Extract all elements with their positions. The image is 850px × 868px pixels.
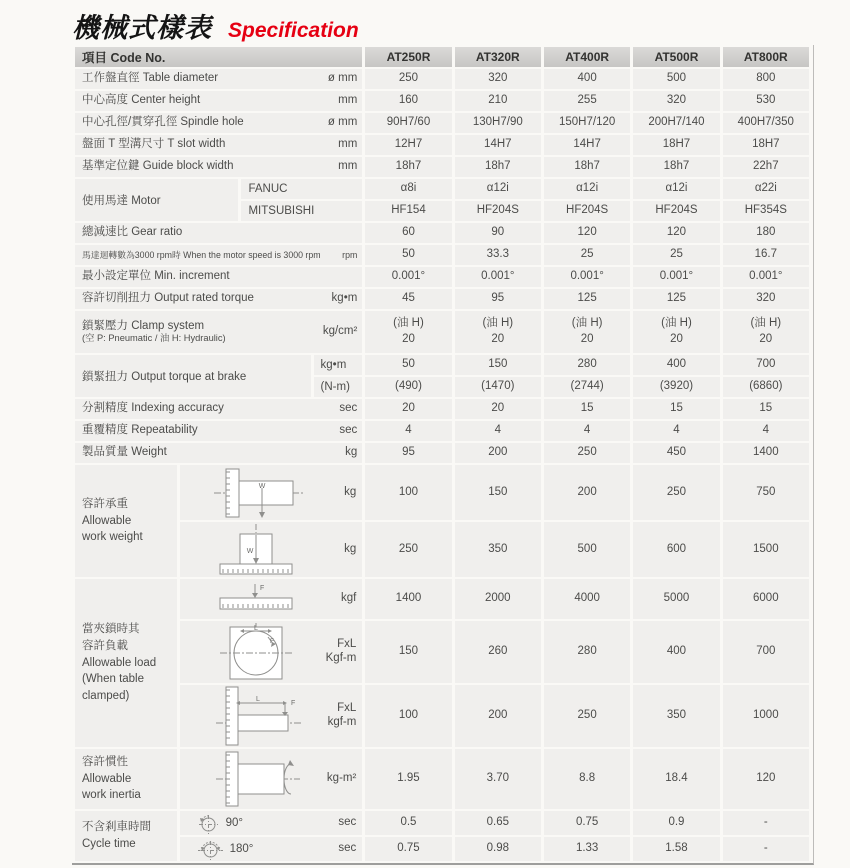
unit-label: ø mm xyxy=(327,116,358,129)
spec-value-cell: (2744) xyxy=(544,377,630,397)
spec-value-cell: 25 xyxy=(544,245,630,265)
spec-row-label: 使用馬達 Motor xyxy=(75,179,238,221)
spec-value-cell: 260 xyxy=(455,621,541,683)
spec-value-cell: 0.001° xyxy=(633,267,719,287)
spec-value-cell: 1400 xyxy=(723,443,809,463)
spec-value-cell: 4 xyxy=(455,421,541,441)
spec-sub-label: (N-m) xyxy=(314,377,363,397)
spec-value-cell: 6000 xyxy=(723,579,809,619)
spec-value-cell: 18H7 xyxy=(723,135,809,155)
diagram-content xyxy=(184,524,357,576)
row-label-text: 容許切削扭力 Output rated torque xyxy=(82,292,254,305)
row-label-content xyxy=(82,138,357,152)
spec-value-cell: 50 xyxy=(365,245,451,265)
model-column-header: AT320R xyxy=(455,47,541,67)
spec-value-cell: 800 xyxy=(723,69,809,89)
spec-value-cell: 45 xyxy=(365,289,451,309)
spec-value-cell: 3.70 xyxy=(455,749,541,809)
specification-table xyxy=(72,45,812,863)
spec-value-cell: 60 xyxy=(365,223,451,243)
spec-value-cell: 18h7 xyxy=(365,157,451,177)
unit-label: sec xyxy=(338,816,357,829)
unit-label: sec xyxy=(338,842,357,855)
spec-table-wrap xyxy=(72,45,814,865)
row-label-content xyxy=(82,250,357,261)
row-label-text: 重覆精度 Repeatability xyxy=(82,424,198,437)
row-label-text: 最小設定單位 Min. increment xyxy=(82,270,230,283)
spec-value-cell: (油 H) 20 xyxy=(633,311,719,353)
model-column-header: AT500R xyxy=(633,47,719,67)
load-overhang-moment-icon xyxy=(184,685,328,747)
spec-value-cell: 0.001° xyxy=(544,267,630,287)
spec-value-cell: 400H7/350 xyxy=(723,113,809,133)
spec-value-cell: 250 xyxy=(633,465,719,520)
diagram-content xyxy=(184,685,357,747)
row-label-text: 馬達迴轉數為3000 rpm時 When the motor speed is 3000 rpm xyxy=(82,249,321,260)
model-column-header: AT400R xyxy=(544,47,630,67)
spec-value-cell: 160 xyxy=(365,91,451,111)
spec-value-cell: 15 xyxy=(544,399,630,419)
spec-row xyxy=(75,69,809,89)
unit-label: FxL Kgf-m xyxy=(325,638,357,664)
spec-row xyxy=(75,579,809,619)
spec-value-cell: 280 xyxy=(544,621,630,683)
rotation-angle-label: 180° xyxy=(229,843,254,855)
spec-value-cell: 0.001° xyxy=(455,267,541,287)
spec-value-cell: 350 xyxy=(633,685,719,747)
svg-text:F: F xyxy=(259,585,264,592)
spec-value-cell: 750 xyxy=(723,465,809,520)
spec-value-cell: 450 xyxy=(633,443,719,463)
spec-value-cell: 0.65 xyxy=(455,811,541,835)
spec-value-cell: (油 H) 20 xyxy=(455,311,541,353)
row-label-content xyxy=(82,402,357,416)
spec-value-cell: 20 xyxy=(365,399,451,419)
diagram-cell xyxy=(180,465,363,520)
unit-label: mm xyxy=(338,138,358,151)
unit-label: kg xyxy=(344,542,357,555)
row-label-text: 盤面 T 型溝尺寸 T slot width xyxy=(82,138,226,151)
model-column-header: AT250R xyxy=(365,47,451,67)
spec-row xyxy=(75,135,809,155)
row-label-content xyxy=(82,446,357,460)
row-label-content xyxy=(82,270,357,284)
spec-row xyxy=(75,355,809,375)
spec-value-cell: 255 xyxy=(544,91,630,111)
spec-value-cell: α12i xyxy=(633,179,719,199)
spec-value-cell: 125 xyxy=(544,289,630,309)
spec-value-cell: 500 xyxy=(544,522,630,577)
spec-value-cell: 16.7 xyxy=(723,245,809,265)
row-label-content xyxy=(82,292,357,306)
spec-value-cell: (油 H) 20 xyxy=(723,311,809,353)
spec-row-label xyxy=(75,443,362,463)
spec-value-cell: 15 xyxy=(633,399,719,419)
spec-row xyxy=(75,837,809,861)
spec-value-cell: (油 H) 20 xyxy=(365,311,451,353)
title-en: Specification xyxy=(228,19,359,42)
unit-label: kg xyxy=(345,446,358,459)
spec-value-cell: HF204S xyxy=(455,201,541,221)
spec-value-cell: HF204S xyxy=(633,201,719,221)
spec-row xyxy=(75,179,809,199)
spec-value-cell: 1500 xyxy=(723,522,809,577)
spec-row-label xyxy=(75,135,362,155)
rotate-180-icon xyxy=(184,839,339,860)
spec-row xyxy=(75,311,809,353)
spec-value-cell: 14H7 xyxy=(455,135,541,155)
spec-row-label xyxy=(75,157,362,177)
spec-row xyxy=(75,223,809,243)
spec-value-cell: (3920) xyxy=(633,377,719,397)
spec-value-cell: 600 xyxy=(633,522,719,577)
spec-value-cell: (6860) xyxy=(723,377,809,397)
spec-value-cell: 18H7 xyxy=(633,135,719,155)
spec-value-cell: 180 xyxy=(723,223,809,243)
unit-label: mm xyxy=(338,160,358,173)
spec-value-cell: 500 xyxy=(633,69,719,89)
spec-value-cell: 18.4 xyxy=(633,749,719,809)
spec-value-cell: 95 xyxy=(455,289,541,309)
spec-row xyxy=(75,157,809,177)
spec-value-cell: 400 xyxy=(633,355,719,375)
spec-value-cell: 1400 xyxy=(365,579,451,619)
spec-value-cell: 1000 xyxy=(723,685,809,747)
spec-value-cell: 12H7 xyxy=(365,135,451,155)
unit-label: sec xyxy=(339,424,358,437)
spec-section-label: 不含剎車時間 Cycle time xyxy=(75,811,177,861)
spec-row-label xyxy=(75,245,362,265)
spec-value-cell: 33.3 xyxy=(455,245,541,265)
spec-row-label xyxy=(75,69,362,89)
spec-row xyxy=(75,811,809,835)
diagram-content xyxy=(184,750,357,808)
spec-section-label: 當夾鎖時其 容許負載 Allowable load (When table clamped) xyxy=(75,579,177,747)
spec-value-cell: 25 xyxy=(633,245,719,265)
unit-label: kg xyxy=(344,485,357,498)
row-label-content xyxy=(82,94,357,108)
spec-value-cell: 125 xyxy=(633,289,719,309)
spec-row-label xyxy=(75,311,362,353)
spec-value-cell: 120 xyxy=(633,223,719,243)
row-label-text: 中心高度 Center height xyxy=(82,94,201,107)
svg-text:W: W xyxy=(258,482,265,490)
unit-label: kg•m xyxy=(331,292,358,305)
spec-value-cell: 530 xyxy=(723,91,809,111)
spec-value-cell: 0.9 xyxy=(633,811,719,835)
spec-row-label xyxy=(75,421,362,441)
spec-row-label xyxy=(75,113,362,133)
diagram-cell xyxy=(180,837,363,861)
spec-value-cell: 320 xyxy=(455,69,541,89)
spec-value-cell: 400 xyxy=(544,69,630,89)
unit-label: FxL kgf-m xyxy=(327,702,357,728)
spec-row xyxy=(75,399,809,419)
spec-value-cell: 700 xyxy=(723,355,809,375)
spec-section-label: 容許承重 Allowable work weight xyxy=(75,465,177,577)
spec-value-cell: 1.33 xyxy=(544,837,630,861)
spec-value-cell: 400 xyxy=(633,621,719,683)
header-code-no: 項目 Code No. xyxy=(75,47,362,67)
spec-row xyxy=(75,113,809,133)
spec-value-cell: 4 xyxy=(365,421,451,441)
svg-text:F: F xyxy=(269,638,274,645)
spec-value-cell: 18h7 xyxy=(455,157,541,177)
spec-value-cell: 280 xyxy=(544,355,630,375)
load-axial-force-icon xyxy=(184,582,341,616)
diagram-cell xyxy=(180,685,363,747)
diagram-content xyxy=(184,813,357,834)
spec-value-cell: 2000 xyxy=(455,579,541,619)
spec-value-cell: 250 xyxy=(544,685,630,747)
spec-value-cell: 4 xyxy=(723,421,809,441)
svg-text:L: L xyxy=(255,696,260,703)
spec-value-cell: 0.98 xyxy=(455,837,541,861)
spec-value-cell: 700 xyxy=(723,621,809,683)
spec-row-label: 鎖緊扭力 Output torque at brake xyxy=(75,355,311,397)
spec-value-cell: 4 xyxy=(633,421,719,441)
spec-value-cell: 130H7/90 xyxy=(455,113,541,133)
spec-value-cell: 50 xyxy=(365,355,451,375)
unit-label: ø mm xyxy=(327,72,358,85)
row-label-text: 鎖緊壓力 Clamp system (空 P: Pneumatic / 油 H: Hydraulic) xyxy=(82,319,226,344)
diagram-content xyxy=(184,582,357,616)
rotation-angle-label: 90° xyxy=(225,817,243,829)
header-row xyxy=(75,47,809,67)
model-column-header: AT800R xyxy=(723,47,809,67)
row-label-content xyxy=(82,116,357,130)
row-label-text: 製品質量 Weight xyxy=(82,446,167,459)
row-label-content xyxy=(82,72,357,86)
diagram-content xyxy=(184,623,357,681)
spec-sub-label: kg•m xyxy=(314,355,363,375)
spec-section-label: 容許慣性 Allowable work inertia xyxy=(75,749,177,809)
svg-text:F: F xyxy=(290,700,295,707)
diagram-cell xyxy=(180,522,363,577)
spec-value-cell: 250 xyxy=(365,522,451,577)
spec-value-cell: 14H7 xyxy=(544,135,630,155)
spec-value-cell: 320 xyxy=(633,91,719,111)
diagram-content xyxy=(184,839,357,860)
spec-row xyxy=(75,685,809,747)
row-label-text: 分割精度 Indexing accuracy xyxy=(82,402,224,415)
spec-value-cell: 0.001° xyxy=(723,267,809,287)
title-zh: 機械式樣表 xyxy=(72,13,212,43)
spec-value-cell: 200 xyxy=(455,685,541,747)
spec-value-cell: 18h7 xyxy=(633,157,719,177)
spec-value-cell: 90H7/60 xyxy=(365,113,451,133)
row-label-text: 基準定位鍵 Guide block width xyxy=(82,160,234,173)
work-inertia-icon xyxy=(184,750,327,808)
spec-value-cell: 150 xyxy=(455,465,541,520)
diagram-content xyxy=(184,467,357,519)
spec-row xyxy=(75,749,809,809)
spec-value-cell: (490) xyxy=(365,377,451,397)
spec-value-cell: 120 xyxy=(723,749,809,809)
spec-value-cell: (1470) xyxy=(455,377,541,397)
spec-row-label xyxy=(75,267,362,287)
spec-value-cell: 200 xyxy=(455,443,541,463)
work-weight-horizontal-icon xyxy=(184,467,345,519)
spec-value-cell: α12i xyxy=(455,179,541,199)
spec-value-cell: 150 xyxy=(455,355,541,375)
spec-value-cell: α12i xyxy=(544,179,630,199)
spec-value-cell: HF354S xyxy=(723,201,809,221)
spec-value-cell: 250 xyxy=(544,443,630,463)
spec-value-cell: 0.5 xyxy=(365,811,451,835)
spec-value-cell: 100 xyxy=(365,685,451,747)
spec-row xyxy=(75,289,809,309)
spec-value-cell: 22h7 xyxy=(723,157,809,177)
spec-value-cell: α8i xyxy=(365,179,451,199)
spec-row xyxy=(75,443,809,463)
spec-value-cell: (油 H) 20 xyxy=(544,311,630,353)
spec-value-cell: HF204S xyxy=(544,201,630,221)
svg-text:W: W xyxy=(246,547,253,555)
unit-label: mm xyxy=(338,94,358,107)
spec-value-cell: 0.75 xyxy=(544,811,630,835)
spec-value-cell: 200H7/140 xyxy=(633,113,719,133)
page-title xyxy=(72,6,850,42)
spec-row-label xyxy=(75,91,362,111)
spec-value-cell: 1.58 xyxy=(633,837,719,861)
work-weight-vertical-icon xyxy=(184,524,345,576)
spec-row xyxy=(75,621,809,683)
row-label-content xyxy=(82,226,357,240)
spec-value-cell: 5000 xyxy=(633,579,719,619)
spec-value-cell: 320 xyxy=(723,289,809,309)
spec-value-cell: 0.75 xyxy=(365,837,451,861)
spec-value-cell: 4000 xyxy=(544,579,630,619)
spec-value-cell: 18h7 xyxy=(544,157,630,177)
diagram-cell xyxy=(180,749,363,809)
load-radial-moment-icon xyxy=(184,623,326,681)
spec-row xyxy=(75,465,809,520)
spec-row xyxy=(75,522,809,577)
unit-label: kg/cm² xyxy=(322,325,358,338)
unit-label: kg-m² xyxy=(326,772,357,785)
spec-value-cell: 150H7/120 xyxy=(544,113,630,133)
spec-row xyxy=(75,267,809,287)
spec-row-label xyxy=(75,399,362,419)
row-label-text: 總減速比 Gear ratio xyxy=(82,226,183,239)
spec-value-cell: 95 xyxy=(365,443,451,463)
spec-value-cell: 100 xyxy=(365,465,451,520)
unit-label: kgf xyxy=(340,592,357,605)
spec-row-label xyxy=(75,223,362,243)
spec-row xyxy=(75,245,809,265)
row-label-content xyxy=(82,320,357,345)
unit-label: rpm xyxy=(342,249,358,260)
spec-value-cell: 20 xyxy=(455,399,541,419)
spec-value-cell: 8.8 xyxy=(544,749,630,809)
rotate-90-icon xyxy=(184,813,339,834)
row-label-text: 工作盤直徑 Table diameter xyxy=(82,72,219,85)
spec-value-cell: 4 xyxy=(544,421,630,441)
spec-value-cell: HF154 xyxy=(365,201,451,221)
spec-value-cell: 15 xyxy=(723,399,809,419)
diagram-cell xyxy=(180,579,363,619)
unit-label: sec xyxy=(339,402,358,415)
spec-value-cell: 150 xyxy=(365,621,451,683)
spec-value-cell: 350 xyxy=(455,522,541,577)
spec-row-label xyxy=(75,289,362,309)
spec-value-cell: 90 xyxy=(455,223,541,243)
spec-sub-label: FANUC xyxy=(241,179,362,199)
row-label-text: 中心孔徑/貫穿孔徑 Spindle hole xyxy=(82,116,244,129)
spec-value-cell: - xyxy=(723,837,809,861)
spec-row xyxy=(75,91,809,111)
spec-value-cell: 250 xyxy=(365,69,451,89)
row-label-content xyxy=(82,160,357,174)
spec-value-cell: 200 xyxy=(544,465,630,520)
spec-value-cell: 0.001° xyxy=(365,267,451,287)
spec-value-cell: - xyxy=(723,811,809,835)
spec-row xyxy=(75,421,809,441)
svg-text:L: L xyxy=(253,625,258,632)
row-label-content xyxy=(82,424,357,438)
diagram-cell xyxy=(180,621,363,683)
spec-value-cell: 120 xyxy=(544,223,630,243)
spec-value-cell: α22i xyxy=(723,179,809,199)
spec-value-cell: 210 xyxy=(455,91,541,111)
spec-value-cell: 1.95 xyxy=(365,749,451,809)
diagram-cell xyxy=(180,811,363,835)
spec-sub-label: MITSUBISHI xyxy=(241,201,362,221)
